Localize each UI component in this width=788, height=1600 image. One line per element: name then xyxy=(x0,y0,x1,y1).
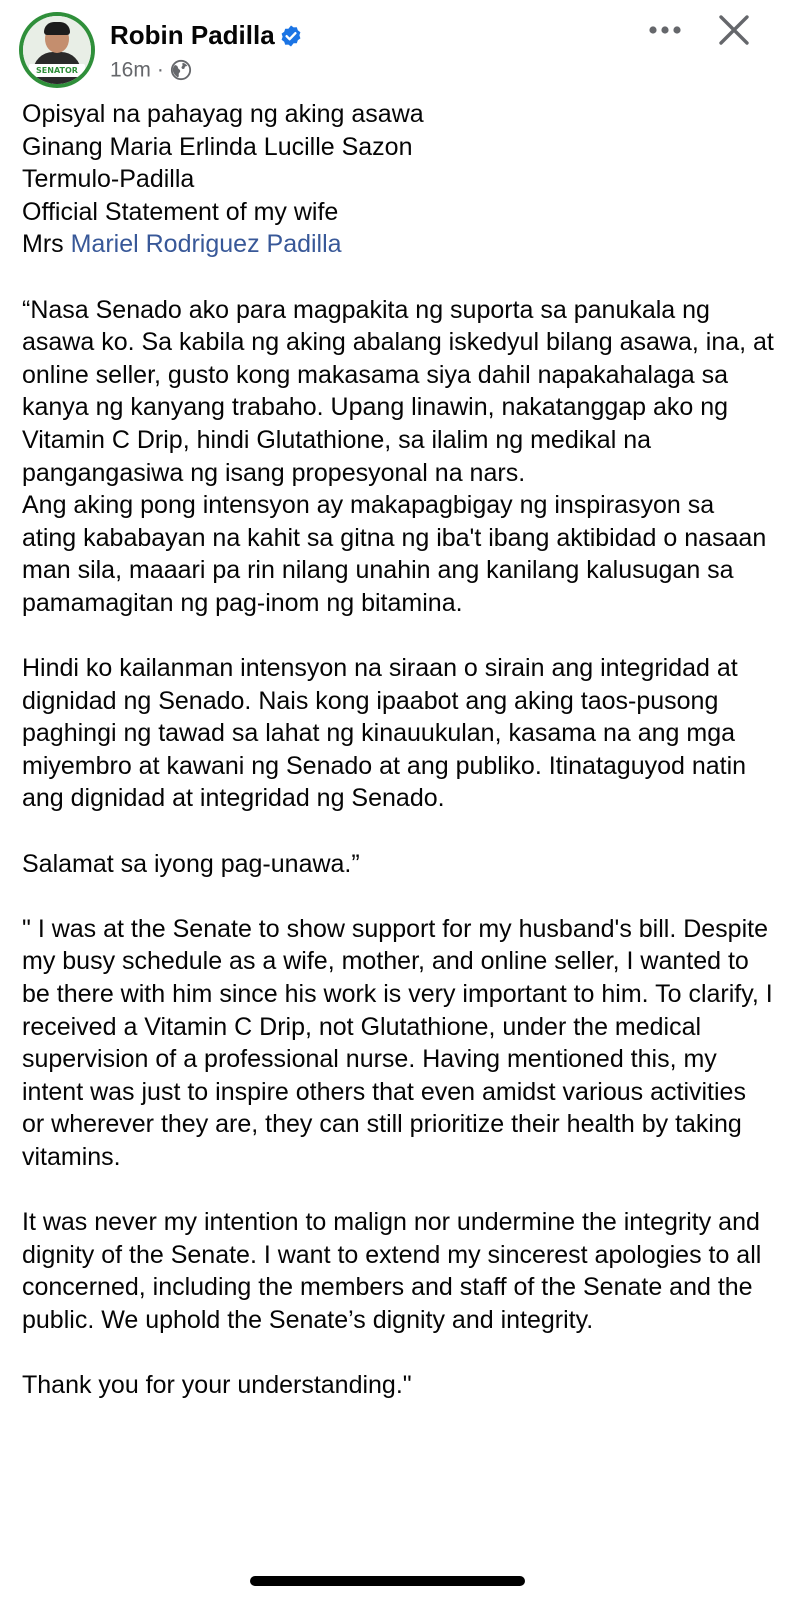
avatar-banner-text: SENATOR xyxy=(36,66,78,75)
english-paragraph: It was never my intention to malign nor undermine the integrity and dignity of the Senate. I want to extend my sincerest apologies to all concerned, including the members and staff of the Senate and the public. We uphold the Senate’s dignity and integrity. xyxy=(22,1208,762,1334)
meta-separator: · xyxy=(156,58,164,82)
mention-line xyxy=(22,228,774,261)
avatar-photo xyxy=(23,16,91,84)
header-line: Ginang Maria Erlinda Lucille Sazon xyxy=(22,132,413,161)
home-indicator[interactable] xyxy=(250,1576,525,1586)
tagalog-paragraph: “Nasa Senado ako para magpakita ng suporta sa panukala ng asawa ko. Sa kabila ng aking abalang iskedyul bilang asawa, ina, at online seller, gusto kong makasama siya dahil napakahalaga sa kanya ng kanyang trabaho. Upang linawin, nakatanggap ako ng Vitamin C Drip, hindi Glutathione, sa ilalim ng medikal na pangangasiwa ng isang propesyonal na nars. xyxy=(22,295,774,487)
avatar-person-hair xyxy=(44,22,70,35)
mention-link[interactable]: Mariel Rodriguez Padilla xyxy=(70,230,342,259)
author-name[interactable]: Robin Padilla xyxy=(110,20,275,50)
header-line: Opisyal na pahayag ng aking asawa xyxy=(22,100,424,128)
mention-prefix: Mrs xyxy=(22,230,71,259)
tagalog-paragraph: Hindi ko kailanman intensyon na siraan o sirain ang integridad at dignidad ng Senado. Nais kong ipaabot ang aking taos-pusong paghingi ng tawad sa lahat ng kinauukulan, kasama na ang mga miyembro at kawani ng Senado at ang publiko. Itinataguyod natin ang dignidad at integridad ng Senado. xyxy=(22,654,747,813)
verified-badge-icon xyxy=(279,24,303,48)
header-line: Termulo-Padilla xyxy=(22,165,195,194)
header-line: Official Statement of my wife xyxy=(22,197,339,226)
post-header xyxy=(0,0,788,96)
globe-icon[interactable] xyxy=(170,59,192,81)
english-closing: Thank you for your understanding." xyxy=(22,1371,412,1400)
more-options-button[interactable] xyxy=(640,14,690,46)
avatar[interactable] xyxy=(19,12,95,88)
post-text xyxy=(22,98,774,1402)
tagalog-closing: Salamat sa iyong pag-unawa.” xyxy=(22,849,360,878)
close-icon[interactable] xyxy=(716,12,752,48)
english-paragraph: " I was at the Senate to show support for my husband's bill. Despite my busy schedule as a wife, mother, and online seller, I wanted to be there with him since his work is very important to him. To clarify, I received a Vitamin C Drip, not Glutathione, under the medical supervision of a professional nurse. Having mentioned this, my intent was just to inspire others that even amidst various activities or wherever they are, they can still prioritize their health by taking vitamins. xyxy=(22,914,773,1171)
tagalog-paragraph: Ang aking pong intensyon ay makapagbigay ng inspirasyon sa ating kababayan na kahit sa gitna ng iba't ibang aktibidad o nasaan man sila, maaari pa rin nilang unahin ang kanilang kalusugan sa pamamagitan ng pag-inom ng bitamina. xyxy=(22,491,767,617)
post-time[interactable]: 16m xyxy=(110,58,151,82)
post-meta xyxy=(110,56,192,84)
